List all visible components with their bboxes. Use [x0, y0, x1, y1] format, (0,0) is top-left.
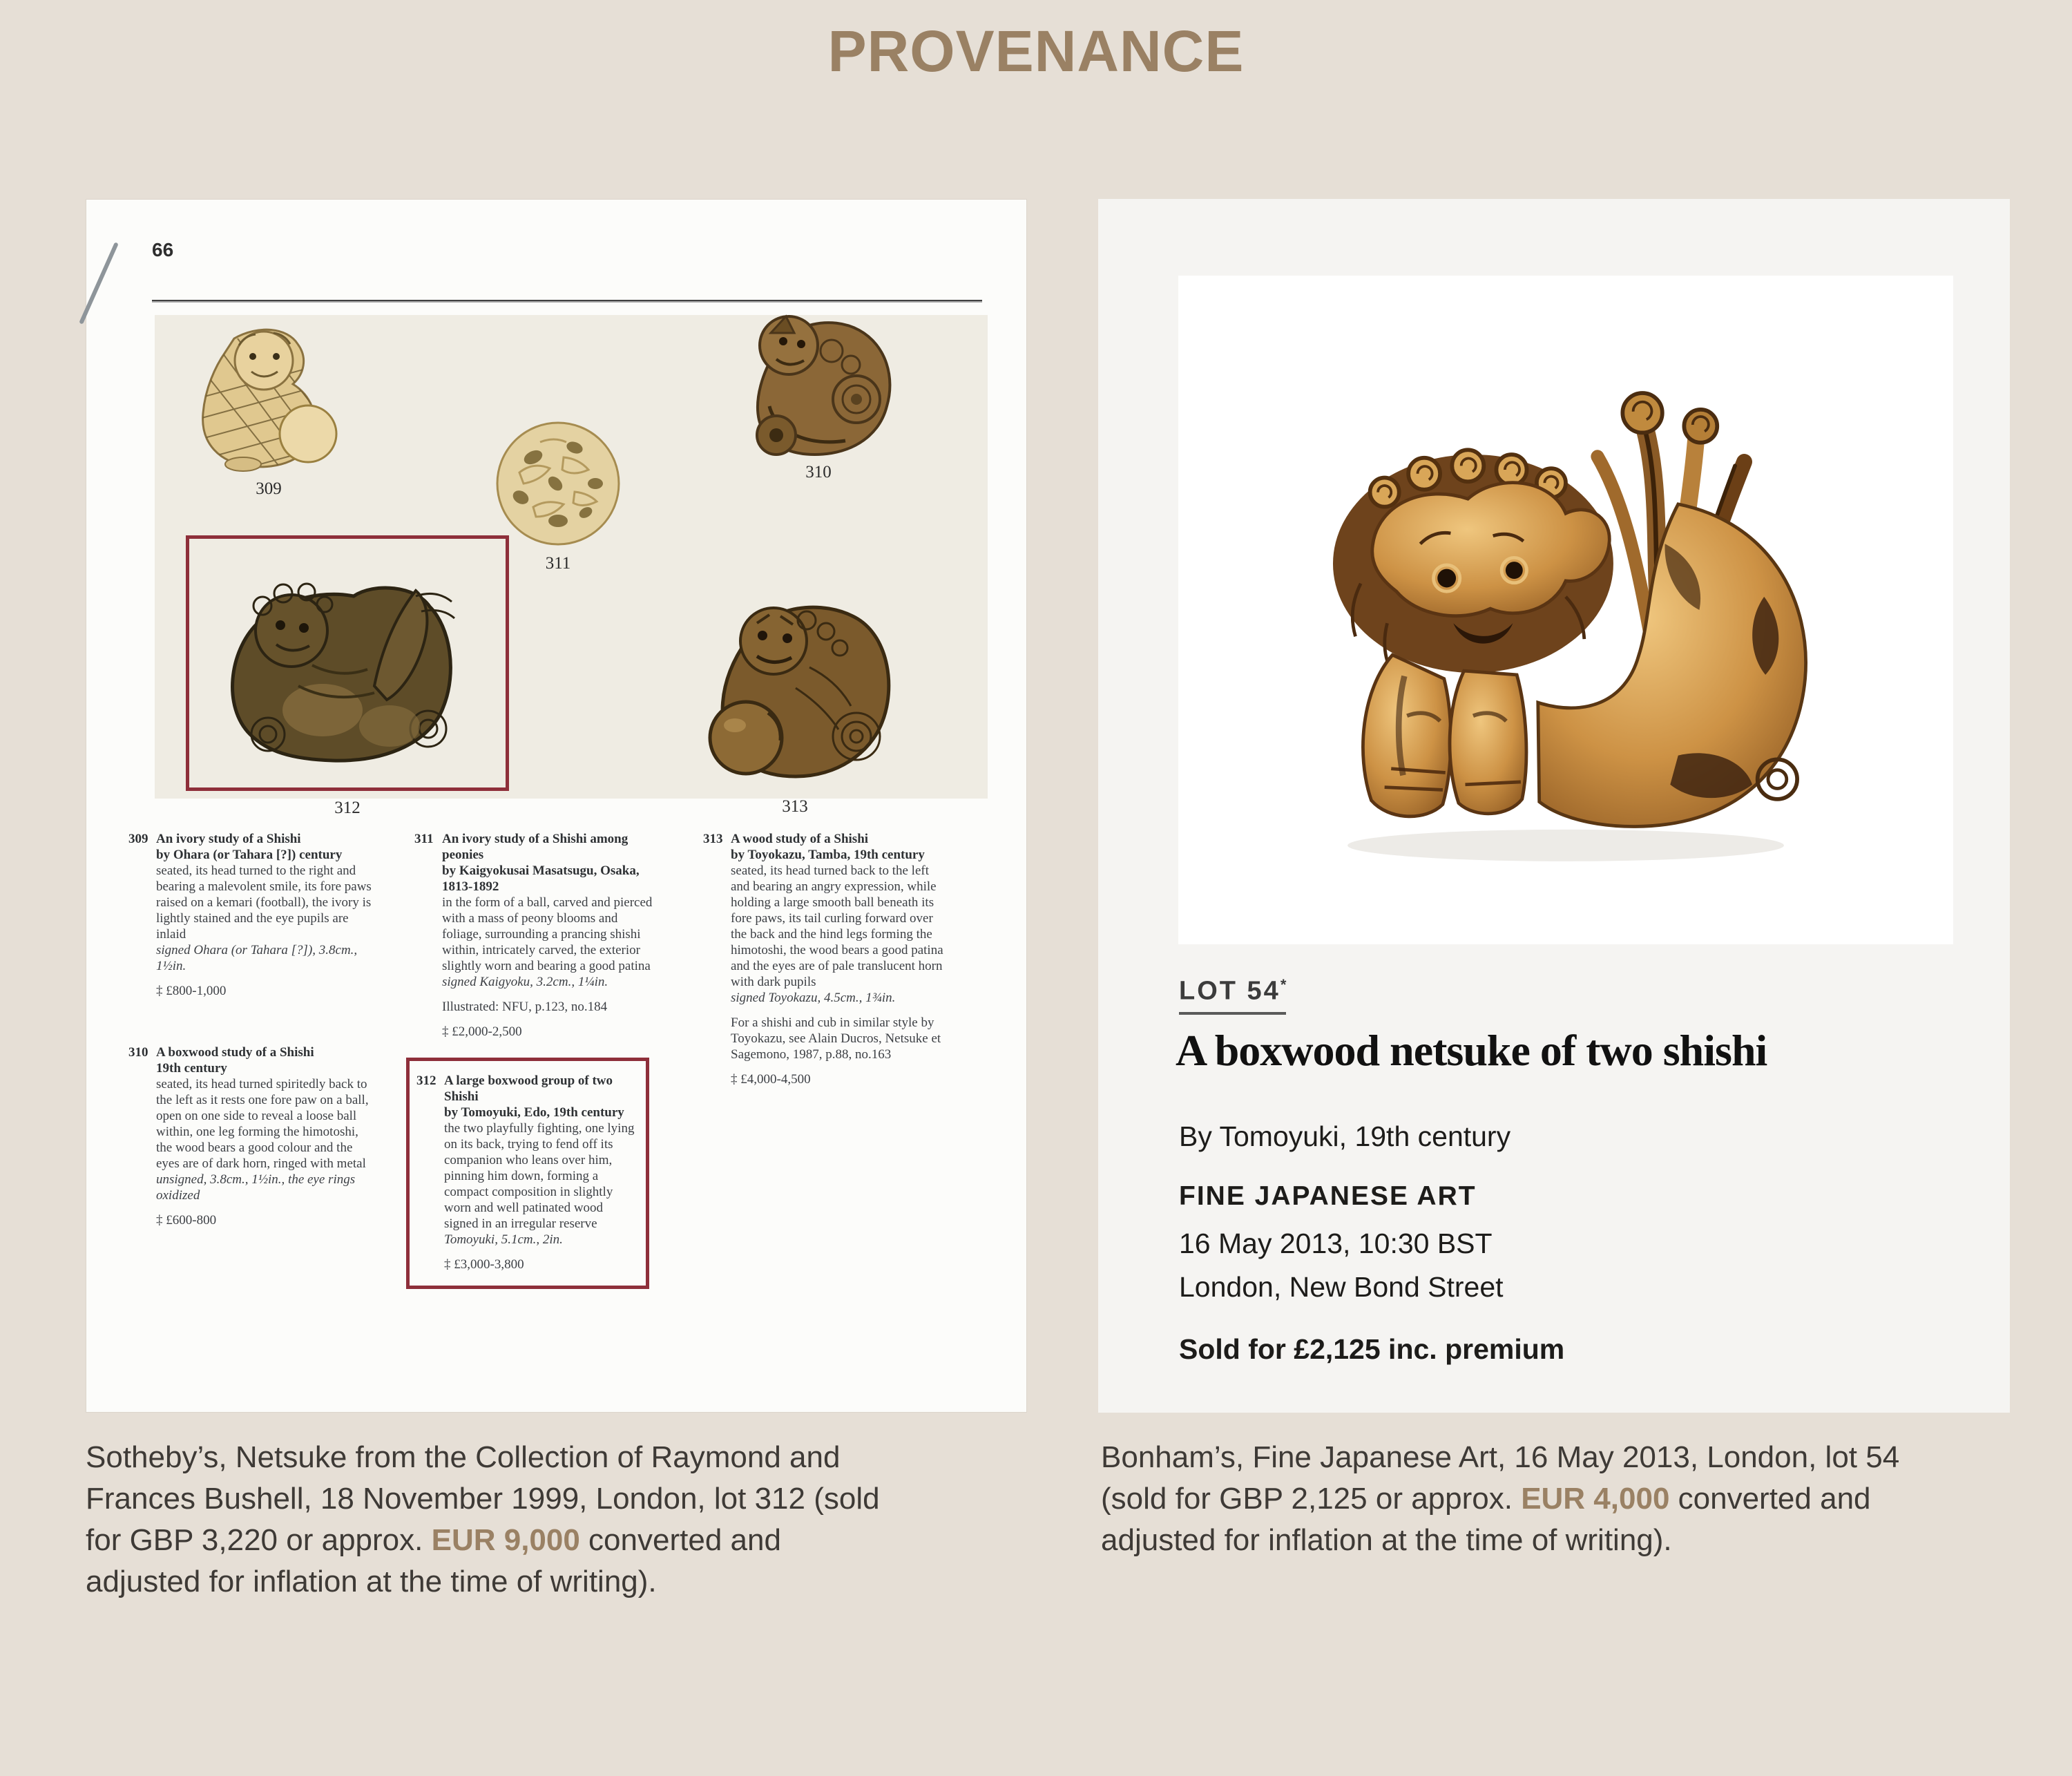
lot-description: seated, its head turned spiritedly back to the left as it rests one fore paw on a ball, open on one side to reveal a loose ball within, one leg forming the himotoshi, the wood bears a good colour and the eyes are of dark horn, ringed with metal — [156, 1077, 369, 1171]
lot-title: A boxwood study of a Shishi — [156, 1045, 314, 1060]
bonhams-lot-title: A boxwood netsuke of two shishi — [1176, 1026, 1767, 1075]
highlight-box-lot-312-text — [406, 1058, 649, 1289]
catalog-column-3 — [703, 831, 946, 1087]
lot-title: An ivory study of a Shishi among peonies — [442, 832, 629, 862]
netsuke-310-image — [728, 303, 909, 465]
figure-label-312: 312 — [334, 799, 361, 817]
figure-label-309: 309 — [256, 479, 282, 498]
lot-signature: signed Kaigyoku, 3.2cm., 1¼in. — [442, 975, 608, 989]
lot-entry-309 — [128, 831, 376, 999]
page-title: PROVENANCE — [827, 19, 1245, 84]
netsuke-309-image — [175, 318, 362, 479]
lot-reference-note: For a shishi and cub in similar style by Toyokazu, see Alain Ducros, Netsuke et Sagemono, 1987, p.88, no.163 — [731, 1015, 941, 1062]
figure-label-310: 310 — [805, 463, 832, 481]
lot-number: 313 — [703, 832, 723, 846]
lot-estimate: ‡ £600-800 — [156, 1213, 217, 1228]
netsuke-54-image — [1255, 344, 1877, 876]
netsuke-312-image — [209, 548, 485, 779]
artist-byline: By Tomoyuki, 19th century — [1179, 1120, 1511, 1152]
lot-subtitle: by Kaigyokusai Masatsugu, Osaka, 1813-1892 — [442, 863, 640, 894]
netsuke-photo-frame — [1178, 276, 1953, 944]
lot-estimate: ‡ £4,000-4,500 — [731, 1072, 811, 1087]
lot-estimate: ‡ £3,000-3,800 — [444, 1257, 524, 1272]
catalog-page-number: 66 — [152, 239, 174, 260]
lot-54-asterisk: * — [1280, 976, 1287, 993]
sale-datetime: 16 May 2013, 10:30 BST — [1179, 1228, 1493, 1259]
lot-title: A large boxwood group of two Shishi — [444, 1073, 613, 1104]
caption-text: converted and adjusted for inflation at the time of writing). — [1101, 1482, 1871, 1557]
catalog-column-2 — [414, 831, 655, 1289]
lot-title: An ivory study of a Shishi — [156, 832, 301, 846]
lot-entry-311 — [414, 831, 655, 1040]
lot-description: seated, its head turned back to the left and bearing an angry expression, while holding a large smooth ball beneath its fore paws, its tail curling forward over the back and the hind legs forming the himotoshi, the wood bears a good patina and the eyes are of pale translucent horn with dark pupils — [731, 863, 943, 989]
sold-price: Sold for £2,125 inc. premium — [1179, 1333, 1565, 1365]
lot-estimate: ‡ £2,000-2,500 — [442, 1024, 522, 1039]
lot-number: 312 — [416, 1073, 437, 1088]
eur-highlight: EUR 9,000 — [431, 1523, 580, 1557]
lot-description: seated, its head turned to the right and bearing a malevolent smile, its fore paws raised on a kemari (football), the ivory is lightly stained and the eye pupils are inlaid — [156, 863, 372, 942]
lot-entry-312 — [416, 1073, 637, 1272]
caption-bonhams — [1101, 1437, 1902, 1561]
sale-name: FINE JAPANESE ART — [1179, 1181, 1477, 1211]
lot-description: the two playfully fighting, one lying on its back, trying to fend off its companion who leans over him, pinning him down, forming a compact composition in slightly worn and well patinated wood signed in an irregular reserve — [444, 1121, 635, 1231]
lot-signature: unsigned, 3.8cm., 1½in., the eye rings oxidized — [156, 1172, 356, 1203]
caption-text: Bonham’s, Fine Japanese Art, 16 May 2013, London, lot 54 (sold for GBP 2,125 or approx. — [1101, 1440, 1900, 1516]
lot-number: 310 — [128, 1045, 148, 1060]
lot-signature: signed Ohara (or Tahara [?]), 3.8cm., 1½in. — [156, 943, 358, 973]
lot-entry-313 — [703, 831, 946, 1087]
lot-54-link[interactable] — [1179, 976, 1286, 1015]
lot-signature: signed Toyokazu, 4.5cm., 1¾in. — [731, 991, 896, 1005]
lot-number: 309 — [128, 832, 148, 846]
lot-title: A wood study of a Shishi — [731, 832, 869, 846]
eur-highlight: EUR 4,000 — [1521, 1482, 1670, 1516]
lot-number: 311 — [414, 832, 434, 846]
lot-subtitle: by Tomoyuki, Edo, 19th century — [444, 1105, 624, 1120]
sothebys-catalog-panel — [86, 199, 1027, 1413]
caption-text: converted and adjusted for inflation at the time of writing). — [86, 1523, 781, 1598]
figure-label-311: 311 — [545, 554, 571, 573]
figure-label-313: 313 — [782, 797, 808, 816]
pen-mark — [79, 242, 119, 324]
lot-entry-310 — [128, 1044, 376, 1228]
lot-estimate: ‡ £800-1,000 — [156, 984, 227, 998]
bonhams-panel — [1098, 199, 2010, 1413]
lot-subtitle: 19th century — [156, 1061, 227, 1076]
catalog-column-1 — [128, 831, 376, 1228]
sale-location: London, New Bond Street — [1179, 1271, 1504, 1303]
netsuke-311-image — [492, 417, 624, 553]
lot-subtitle: by Ohara (or Tahara [?]) century — [156, 848, 343, 862]
lot-signature: Tomoyuki, 5.1cm., 2in. — [444, 1232, 563, 1247]
caption-text: Sotheby’s, Netsuke from the Collection of Raymond and Frances Bushell, 18 November 1999, London, lot 312 (sold for GBP 3,220 or approx. — [86, 1440, 880, 1557]
lot-illustrated: Illustrated: NFU, p.123, no.184 — [442, 1000, 608, 1014]
lot-subtitle: by Toyokazu, Tamba, 19th century — [731, 848, 925, 862]
lot-54-label: LOT 54 — [1179, 976, 1280, 1006]
caption-sothebys — [86, 1437, 887, 1603]
netsuke-313-image — [685, 577, 905, 794]
lot-description: in the form of a ball, carved and pierced with a mass of peony blooms and foliage, surrounding a prancing shishi within, intricately carved, the exterior slightly worn and bearing a good patina — [442, 895, 653, 973]
